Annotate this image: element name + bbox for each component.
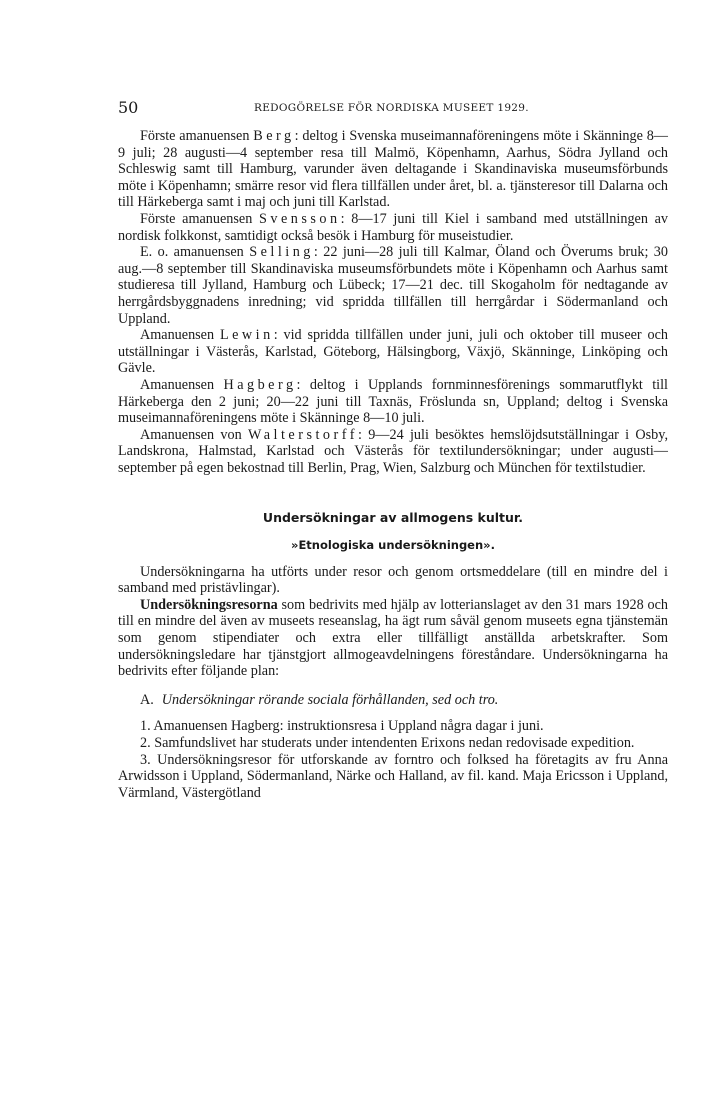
person-name: Walterstorff [248,426,358,443]
paragraph-lead: E. o. amanuensen [140,244,244,261]
paragraph-lead: Amanuensen von [140,426,242,443]
paragraph-lewin [118,327,668,377]
subsection-a-heading [118,692,668,709]
person-name: Svensson [259,210,341,227]
paragraph-intro: Undersökningarna ha utförts under resor och genom ortsmeddelare (till en mindre del i samband med pristävlingar). [118,563,668,597]
subsection-title: Undersökningar rörande sociala förhållanden, sed och tro. [161,691,499,708]
body-text [118,128,668,801]
paragraph-lead: Amanuensen [140,327,215,344]
person-name: Hagberg [223,376,297,393]
person-name: Lewin [219,327,274,344]
paragraph-walterstorff [118,427,668,477]
paragraph-hagberg [118,377,668,427]
page-header [118,98,668,122]
paragraph-text: : 22 juni—28 juli till Kalmar, Öland och Överums bruk; 30 aug.—8 september till Skandinaviska museumsförbundets möte i Köpenhamn och Aarhus samt studieresa till Jylland, Hamburg och Lübeck; 17—21 dec. till Skogaholm för nedtagande av herrgårdsbyggnadens inredning; vid spridda tillfällen till herrgårdar i Södermanland och Uppland. [118,244,668,327]
sub-heading: »Etnologiska undersökningen». [291,538,495,553]
list-item: 3. Undersökningsresor för utforskande av forntro och folksed ha företagits av fru Anna Arwidsson i Uppland, Södermanland, Närke och Halland, av fil. kand. Maja Ericsson i Uppland, Värmland, Västergötland [118,751,668,801]
person-name: Berg [253,128,295,144]
person-name: Selling [249,244,314,261]
paragraph-berg [118,128,668,211]
paragraph-lead: Amanuensen [140,376,215,393]
paragraph-text: : deltog i Svenska museimannaföreningens möte i Skänninge 8—9 juli; 28 augusti—4 september resa till Malmö, Köpenhamn, Aarhus, Södra Jylland och Schleswig samt till Hamburg, varunder även deltagande i Skandinaviska museumsförbunds möte i Köpenhamn; smärre resor vid flera tillfällen under året, bl. a. tjänsteresor till Dalarna och till Härkeberga samt i maj och juni till Karlstad. [118,128,668,211]
subsection-letter: A. [140,691,154,708]
section-heading: Undersökningar av allmogens kultur. [262,510,524,526]
paragraph-selling [118,244,668,327]
running-head: REDOGÖRELSE FÖR NORDISKA MUSEET 1929. [254,102,529,114]
paragraph-text: : 9—24 juli besöktes hemslöjdsutställningar i Osby, Landskrona, Halmstad, Karlstad och Västerås för textilundersökningar; under augusti—september på egen bekostnad till Berlin, Prag, Wien, Salzburg och München för textilstudier. [118,426,668,476]
bold-term: Undersökningsresorna [140,596,278,613]
paragraph-text: : 8—17 juni till Kiel i samband med utställningen av nordisk folkkonst, samtidigt också besök i Hamburg för museistudier. [118,210,669,244]
paragraph-text: : deltog i Upplands fornminnesförenings sommarutflykt till Härkeberga den 2 juni; 20—22 juni till Taxnäs, Fröslunda sn, Uppland; deltog i Svenska museimannaföreningens möte i Skänninge 8—10 juli. [118,376,668,427]
paragraph-resorna [118,597,668,680]
list-item: 2. Samfundslivet har studerats under intendenten Erixons nedan redovisade expedition. [140,735,635,751]
paragraph-text: som bedrivits med hjälp av lotterianslaget av den 31 mars 1928 och till en mindre del även av museets reseanslag, ha ägt rum såväl genom museets egna tjänstemän som genom stipendiater och extra eller tillfälligt anställda arbetskrafter. Som undersökningsledare har tjänstgjort allmogeavdelningens föreståndare. Undersökningarna ha bedrivits efter följande plan: [118,596,668,680]
paragraph-svensson [118,211,668,244]
paragraph-lead: Förste amanuensen [140,128,250,144]
paragraph-lead: Förste amanuensen [140,210,253,227]
list-item: 1. Amanuensen Hagberg: instruktionsresa i Uppland några dagar i juni. [140,718,544,735]
paragraph-text: : vid spridda tillfällen under juni, juli och oktober till museer och utställningar i Västerås, Karlstad, Göteborg, Hälsingborg, Växjö, Skänninge, Linköping och Gävle. [118,327,668,377]
page-number: 50 [118,98,139,117]
